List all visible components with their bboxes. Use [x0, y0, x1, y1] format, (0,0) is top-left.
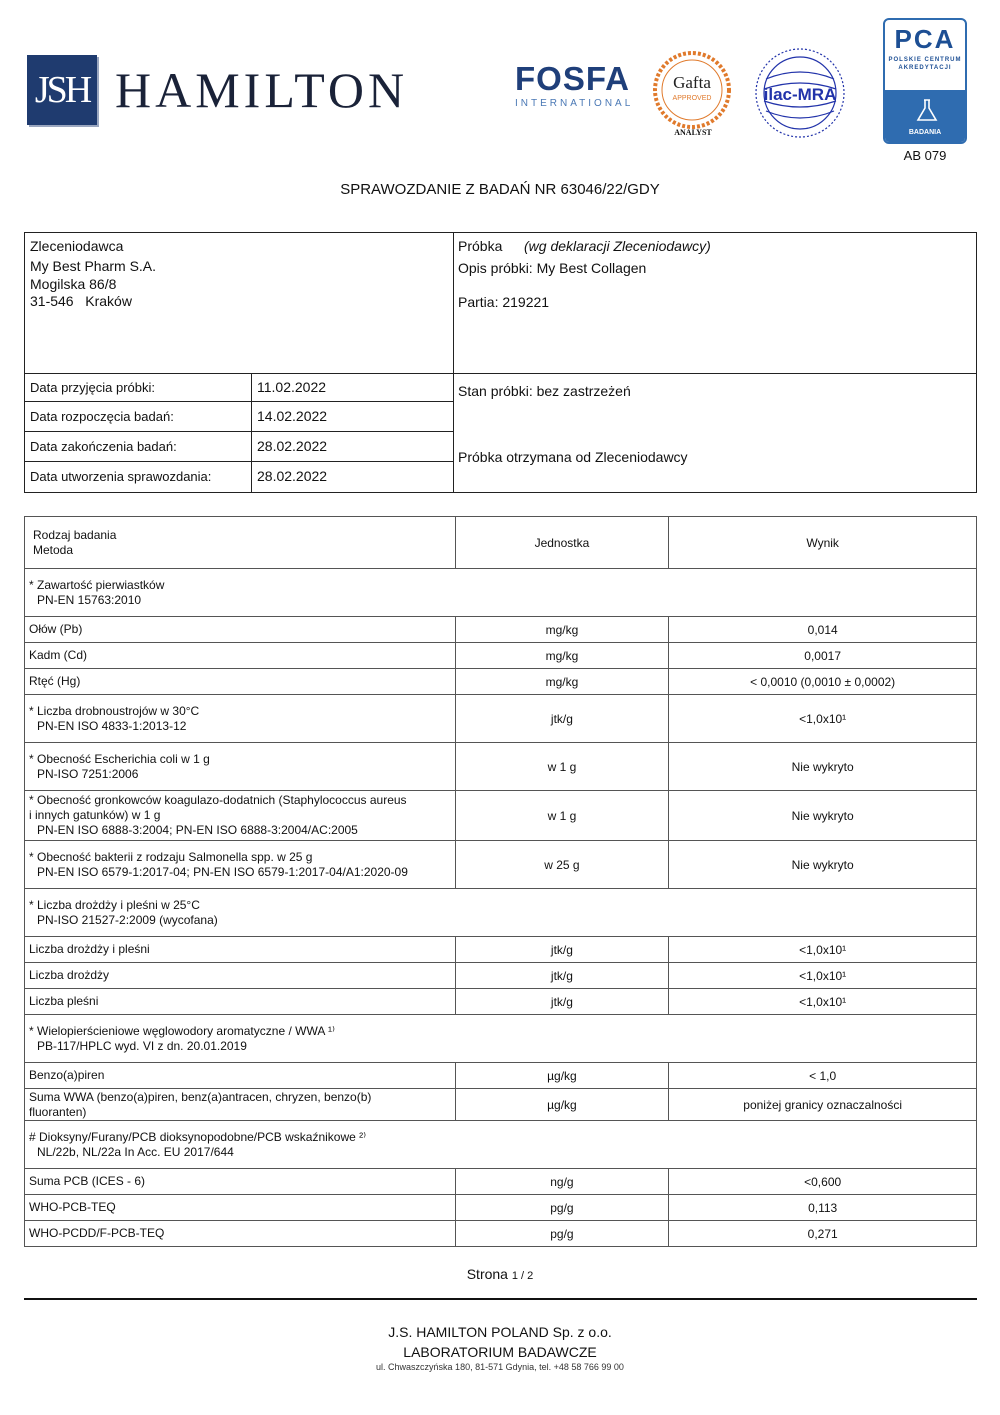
fosfa-logo-sub: INTERNATIONAL — [515, 98, 634, 109]
header-unit: Jednostka — [455, 517, 669, 569]
test-name: Liczba drożdży — [25, 963, 456, 989]
result-cell: <1,0x10¹ — [669, 989, 977, 1015]
test-line: PN-ISO 7251:2006 — [37, 766, 139, 781]
test-name: Benzo(a)piren — [25, 1063, 456, 1089]
test-name: * Liczba drożdży i pleśni w 25°C — [29, 897, 200, 912]
client-label: Zleceniodawca — [30, 238, 124, 254]
unit-cell: mg/kg — [455, 669, 669, 695]
test-cell — [25, 695, 456, 743]
footer-divider — [24, 1298, 977, 1300]
date-value: 14.02.2022 — [257, 408, 328, 424]
table-row — [25, 791, 977, 841]
test-name: * Zawartość pierwiastków — [29, 577, 165, 592]
test-cell — [25, 1121, 977, 1169]
date-label: Data zakończenia badań: — [30, 439, 177, 454]
sample-note: (wg deklaracji Zleceniodawcy) — [524, 238, 711, 254]
page-count: 1 / 2 — [511, 1270, 534, 1282]
ilac-mra-logo — [752, 45, 848, 141]
pca-line-1: POLSKIE CENTRUM — [888, 57, 962, 63]
result-cell: < 0,0010 (0,0010 ± 0,0002) — [669, 669, 977, 695]
result-cell: 0,014 — [669, 617, 977, 643]
test-name: Suma PCB (ICES - 6) — [25, 1169, 456, 1195]
header-test: Rodzaj badania — [33, 527, 117, 542]
table-row — [25, 743, 977, 791]
unit-cell: w 25 g — [455, 841, 669, 889]
table-row — [25, 989, 977, 1015]
test-cell — [25, 1015, 977, 1063]
test-name: Kadm (Cd) — [25, 643, 456, 669]
page-label: Strona — [466, 1266, 508, 1282]
accreditation-code: AB 079 — [903, 148, 947, 163]
result-cell: poniżej granicy oznaczalności — [669, 1089, 977, 1121]
date-label: Data utworzenia sprawozdania: — [30, 469, 212, 484]
table-row — [25, 617, 977, 643]
gafta-logo-approved: APPROVED — [672, 95, 712, 102]
result-cell: < 1,0 — [669, 1063, 977, 1089]
client-city: 31-546 Kraków — [30, 293, 132, 309]
test-line: PN-EN ISO 4833-1:2013-12 — [37, 718, 187, 733]
test-cell — [25, 569, 977, 617]
footer-address: ul. Chwaszczyńska 180, 81-571 Gdynia, tel. +48 58 766 99 00 — [376, 1362, 624, 1372]
table-row — [25, 1015, 977, 1063]
test-name: # Dioksyny/Furany/PCB dioksynopodobne/PCB wskaźnikowe ²⁾ — [29, 1129, 367, 1144]
client-name: My Best Pharm S.A. — [30, 258, 157, 274]
gafta-analyst-label: ANALYST — [674, 128, 712, 137]
test-line: NL/22b, NL/22a In Acc. EU 2017/644 — [37, 1144, 234, 1159]
test-name: Liczba pleśni — [25, 989, 456, 1015]
footer-company: J.S. HAMILTON POLAND Sp. z o.o. — [388, 1324, 612, 1340]
sample-description: Opis próbki: My Best Collagen — [458, 260, 647, 276]
unit-cell: pg/g — [455, 1221, 669, 1247]
sample-condition: Stan próbki: bez zastrzeżeń — [458, 383, 631, 399]
jsh-logo — [27, 55, 97, 125]
test-name: WHO-PCB-TEQ — [25, 1195, 456, 1221]
table-row — [25, 695, 977, 743]
table-row — [25, 669, 977, 695]
test-name: WHO-PCDD/F-PCB-TEQ — [25, 1221, 456, 1247]
pca-badania: BADANIA — [908, 129, 942, 136]
pca-logo — [883, 18, 967, 144]
info-box — [24, 232, 977, 493]
table-row — [25, 963, 977, 989]
unit-cell: w 1 g — [455, 743, 669, 791]
result-cell: 0,113 — [669, 1195, 977, 1221]
unit-cell: ng/g — [455, 1169, 669, 1195]
result-cell: 0,271 — [669, 1221, 977, 1247]
date-label: Data przyjęcia próbki: — [30, 380, 155, 395]
table-row — [25, 841, 977, 889]
sample-label: Próbka — [458, 238, 503, 254]
table-row — [25, 1121, 977, 1169]
date-value: 11.02.2022 — [257, 379, 327, 395]
unit-cell: mg/kg — [455, 617, 669, 643]
table-header-row — [25, 517, 977, 569]
results-table — [24, 516, 977, 1247]
table-row — [25, 1169, 977, 1195]
pca-letters: PCA — [894, 24, 956, 54]
date-value: 28.02.2022 — [257, 438, 328, 454]
test-cell — [25, 1089, 456, 1121]
unit-cell: jtk/g — [455, 937, 669, 963]
unit-cell: jtk/g — [455, 963, 669, 989]
report-title: SPRAWOZDANIE Z BADAŃ NR 63046/22/GDY — [340, 181, 660, 198]
test-name: Ołów (Pb) — [25, 617, 456, 643]
test-cell — [25, 841, 456, 889]
result-cell: <1,0x10¹ — [669, 695, 977, 743]
test-line: PN-EN 15763:2010 — [37, 592, 142, 607]
table-row — [25, 937, 977, 963]
header-method: Metoda — [33, 542, 74, 557]
client-street: Mogilska 86/8 — [30, 276, 117, 292]
test-name: Liczba drożdży i pleśni — [25, 937, 456, 963]
table-row — [25, 1221, 977, 1247]
date-value: 28.02.2022 — [257, 468, 328, 484]
table-row — [25, 1195, 977, 1221]
sample-batch: Partia: 219221 — [458, 294, 550, 310]
unit-cell: mg/kg — [455, 643, 669, 669]
ilac-mra-label: ilac-MRA — [763, 85, 837, 104]
test-line: i innych gatunków) w 1 g — [29, 808, 161, 822]
page-number — [0, 1266, 1000, 1282]
test-line: PN-EN ISO 6888-3:2004; PN-EN ISO 6888-3:2004/AC:2005 — [37, 823, 358, 837]
result-cell: Nie wykryto — [669, 743, 977, 791]
gafta-logo — [652, 50, 732, 130]
test-line: PN-EN ISO 6579-1:2017-04; PN-EN ISO 6579-1:2017-04/A1:2020-09 — [37, 864, 408, 879]
result-cell: Nie wykryto — [669, 791, 977, 841]
test-line: PB-117/HPLC wyd. VI z dn. 20.01.2019 — [37, 1038, 247, 1053]
table-row — [25, 643, 977, 669]
test-name: * Obecność gronkowców koagulazo-dodatnich (Staphylococcus aureus — [29, 793, 407, 807]
test-line: fluoranten) — [29, 1104, 87, 1119]
footer-lab: LABORATORIUM BADAWCZE — [403, 1344, 597, 1360]
test-name: * Wielopierścieniowe węglowodory aromatyczne / WWA ¹⁾ — [29, 1023, 335, 1038]
table-row — [25, 1063, 977, 1089]
hamilton-brand: HAMILTON — [115, 62, 409, 118]
test-name: Rtęć (Hg) — [25, 669, 456, 695]
table-row — [25, 1089, 977, 1121]
result-cell: <1,0x10¹ — [669, 937, 977, 963]
test-line: PN-ISO 21527-2:2009 (wycofana) — [37, 912, 218, 927]
fosfa-logo-name: FOSFA — [515, 60, 631, 97]
test-cell — [25, 889, 977, 937]
result-cell: <0,600 — [669, 1169, 977, 1195]
fosfa-logo — [515, 62, 640, 109]
result-cell: 0,0017 — [669, 643, 977, 669]
result-cell: <1,0x10¹ — [669, 963, 977, 989]
flask-icon — [915, 98, 939, 124]
gafta-logo-name: Gafta — [673, 73, 711, 92]
unit-cell: w 1 g — [455, 791, 669, 841]
test-cell — [25, 791, 456, 841]
table-row — [25, 889, 977, 937]
pca-line-2: AKREDYTACJI — [898, 65, 952, 71]
test-cell — [25, 743, 456, 791]
test-name: * Obecność bakterii z rodzaju Salmonella spp. w 25 g — [29, 849, 313, 864]
unit-cell: jtk/g — [455, 695, 669, 743]
test-name: * Obecność Escherichia coli w 1 g — [29, 751, 210, 766]
test-name: * Liczba drobnoustrojów w 30°C — [29, 703, 200, 718]
unit-cell: µg/kg — [455, 1089, 669, 1121]
unit-cell: jtk/g — [455, 989, 669, 1015]
jsh-logo-monogram: JSH — [34, 69, 90, 111]
date-label: Data rozpoczęcia badań: — [30, 409, 174, 424]
unit-cell: pg/g — [455, 1195, 669, 1221]
sample-origin: Próbka otrzymana od Zleceniodawcy — [458, 449, 688, 465]
table-row — [25, 569, 977, 617]
unit-cell: µg/kg — [455, 1063, 669, 1089]
header-test-method — [25, 517, 456, 569]
header-result: Wynik — [669, 517, 977, 569]
result-cell: Nie wykryto — [669, 841, 977, 889]
test-name: Suma WWA (benzo(a)piren, benz(a)antracen, chryzen, benzo(b) — [29, 1089, 372, 1104]
